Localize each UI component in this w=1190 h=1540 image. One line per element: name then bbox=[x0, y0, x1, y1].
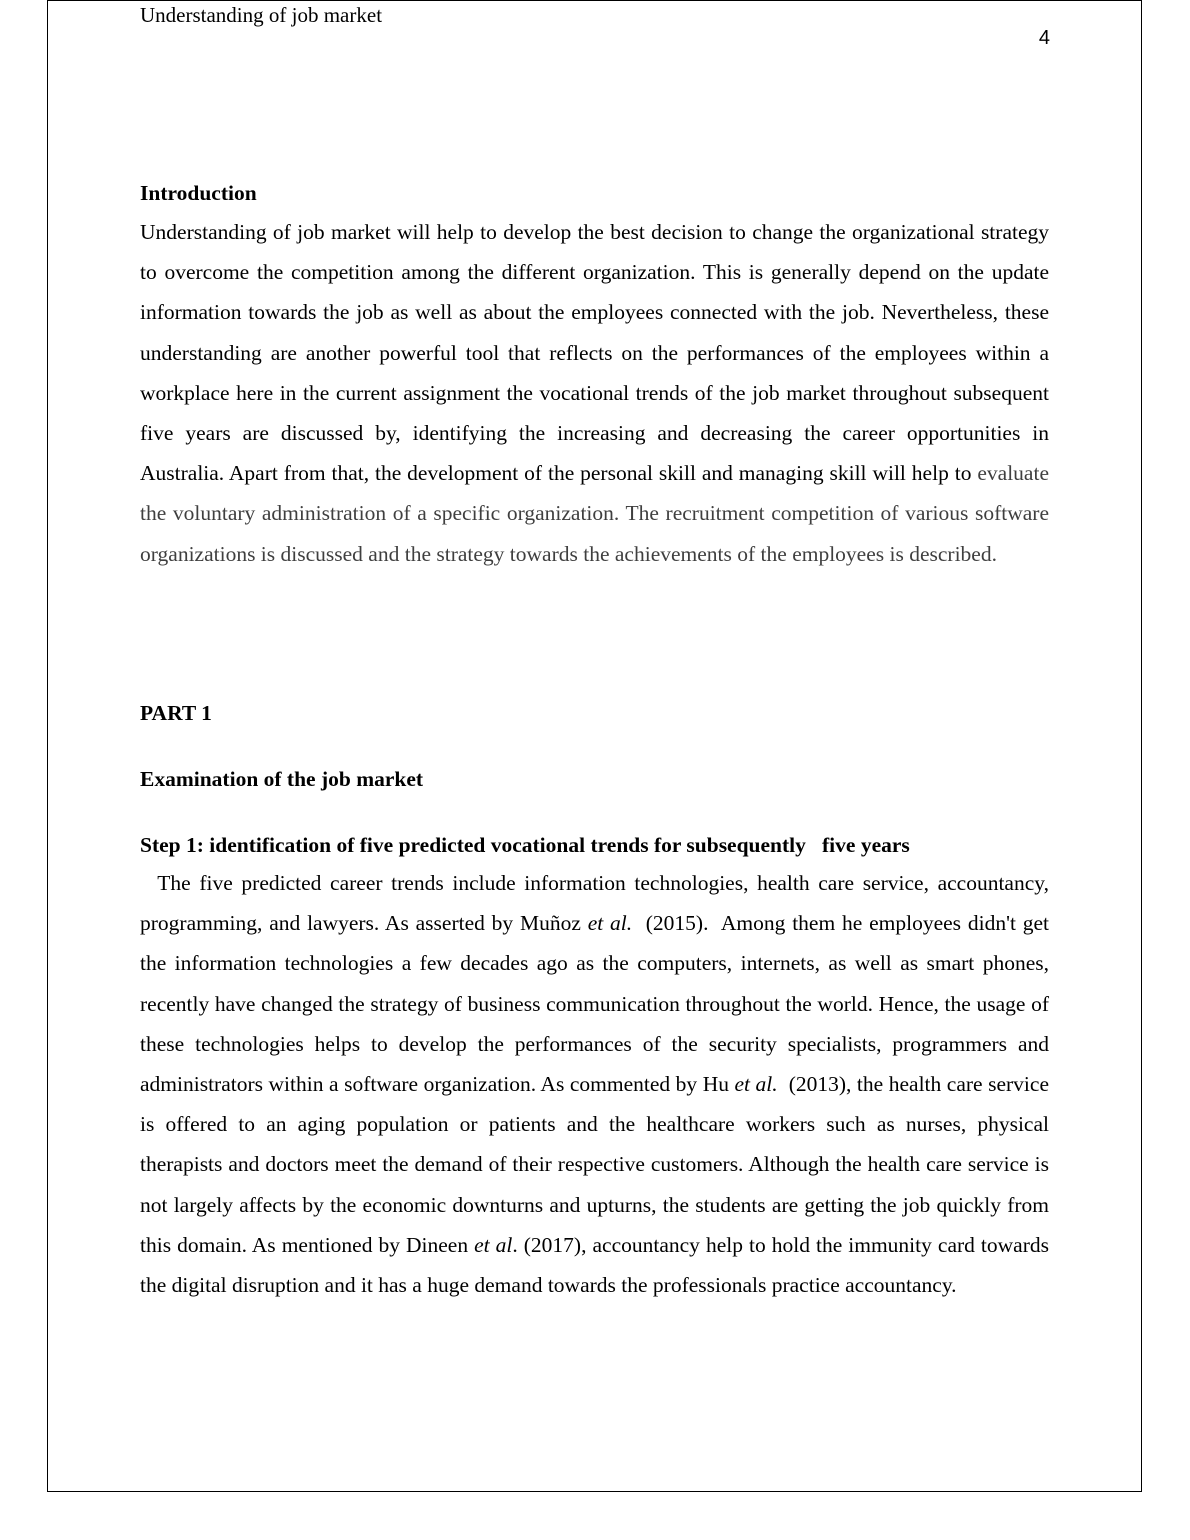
citation-etal-dineen: et al bbox=[474, 1232, 513, 1257]
body-segment-4: . (2017), accountancy help to hold the immunity card towards the digital disruption and it has a huge demand towards the professionals practice accountancy. bbox=[140, 1232, 1049, 1298]
page-number: 4 bbox=[1038, 27, 1050, 49]
body-segment-1: The five predicted career trends include information technologies, health care service, accountancy, programming, and lawyers. As asserted by Muñoz bbox=[140, 871, 1049, 936]
citation-etal-munoz: et al. bbox=[587, 911, 633, 936]
introduction-paragraph bbox=[140, 212, 1049, 574]
step1-heading: Step 1: identification of five predicted vocational trends for subsequently five years bbox=[140, 833, 910, 857]
introduction-text-muted: evaluate the voluntary administration of a specific organization. The recruitment competition of various software organizations is discussed and the strategy towards the achievements of the employees is described. bbox=[140, 461, 1049, 566]
introduction-heading: Introduction bbox=[140, 181, 257, 205]
step1-paragraph bbox=[140, 863, 1049, 1305]
running-head: Understanding of job market bbox=[140, 3, 383, 27]
introduction-text: Understanding of job market will help to develop the best decision to change the organizational strategy to overcome the competition among the different organization. This is generally depend on the update information towards the job as well as about the employees connected with the job. Nevertheless, these understanding are another powerful tool that reflects on the performances of the employees within a workplace here in the current assignment the vocational trends of the job market throughout subsequent five years are discussed by, identifying the increasing and decreasing the career opportunities in Australia. Apart from that, the development of the personal skill and managing skill will help to bbox=[140, 220, 1049, 486]
body-segment-2: (2015). Among them he employees didn't get the information technologies a few decades ago as the computers, internets, as well as smart phones, recently have changed the strategy of business communication throughout the world. Hence, the usage of these technologies helps to develop the performances of the security specialists, programmers and administrators within a software organization. As commented by Hu bbox=[140, 911, 1049, 1097]
citation-etal-hu: et al. bbox=[734, 1072, 778, 1097]
part1-heading: PART 1 bbox=[140, 701, 212, 725]
body-segment-3: (2013), the health care service is offered to an aging population or patients and the healthcare workers such as nurses, physical therapists and doctors meet the demand of their respective customers. Although the health care service is not largely affects by the economic downturns and upturns, the students are getting the job quickly from this domain. As mentioned by Dineen bbox=[140, 1072, 1049, 1257]
job-market-subheading: Examination of the job market bbox=[140, 767, 424, 791]
